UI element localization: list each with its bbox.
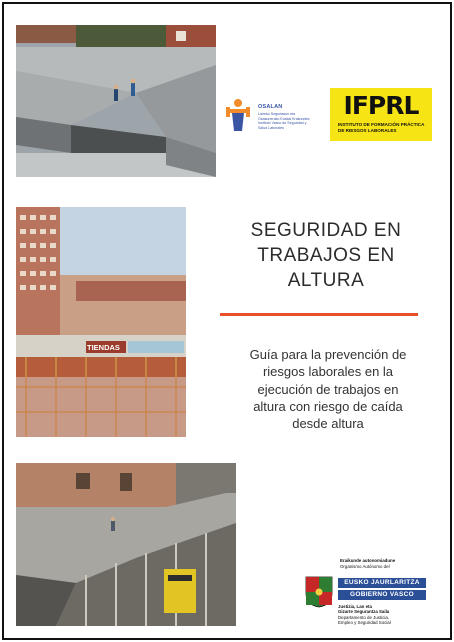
gov-org-line: Organismo Autónomo del bbox=[340, 564, 390, 569]
gov-dept-line: Departamento de Justicia, bbox=[338, 615, 390, 620]
gov-dept-line: Empleo y Seguridad Social bbox=[338, 620, 391, 625]
osalan-logo bbox=[222, 95, 322, 139]
ifprl-name: IFPRL bbox=[343, 91, 419, 120]
gov-dept-line: Justizia, Lan eta bbox=[338, 604, 372, 609]
city-construction-photo bbox=[16, 207, 186, 437]
osalan-desc-line: Osasunerako Euskal Erakundea bbox=[258, 116, 310, 121]
subtitle-line: ejecución de trabajos en bbox=[257, 381, 399, 397]
osalan-name: OSALAN bbox=[258, 104, 283, 110]
title-line: SEGURIDAD EN bbox=[250, 220, 402, 241]
osalan-description bbox=[258, 112, 322, 130]
osalan-desc-line: Laneko Segurtasun eta bbox=[258, 112, 296, 116]
subtitle-line: desde altura bbox=[292, 416, 364, 432]
ifprl-desc-line: DE RIESGOS LABORALES bbox=[338, 127, 397, 133]
gov-name-basque: EUSKO JAURLARITZA bbox=[338, 578, 426, 588]
document-title bbox=[210, 218, 442, 293]
tiendas-sign-text: TIENDAS bbox=[87, 343, 120, 352]
osalan-desc-line: Instituto Vasco de Seguridad y bbox=[258, 121, 307, 126]
title-line: TRABAJOS EN bbox=[257, 245, 395, 266]
gov-dept-line: Gizarte Segurantza Saila bbox=[338, 609, 390, 614]
subtitle-line: altura con riesgo de caída bbox=[253, 398, 403, 414]
title-divider bbox=[220, 313, 418, 316]
basque-government-logo bbox=[302, 558, 430, 628]
osalan-desc-line: Salud Laborales bbox=[258, 125, 284, 130]
ifprl-description bbox=[338, 122, 428, 134]
gov-org-line: Eraikunde autonomiadune bbox=[340, 558, 396, 563]
ifprl-desc-line: INSTITUTO DE FORMACIÓN PRÁCTICA bbox=[338, 122, 425, 127]
ifprl-logo bbox=[330, 88, 432, 141]
subtitle-line: Guía para la prevención de bbox=[249, 347, 407, 362]
document-subtitle bbox=[220, 346, 436, 432]
coat-of-arms-icon bbox=[304, 575, 334, 608]
osalan-figure-icon bbox=[222, 95, 254, 135]
roof-workers-photo bbox=[16, 25, 216, 177]
title-line: ALTURA bbox=[287, 270, 365, 291]
gov-name-spanish: GOBIERNO VASCO bbox=[338, 590, 426, 600]
construction-site-photo bbox=[16, 463, 236, 626]
subtitle-line: riesgos laborales en la bbox=[262, 364, 394, 380]
